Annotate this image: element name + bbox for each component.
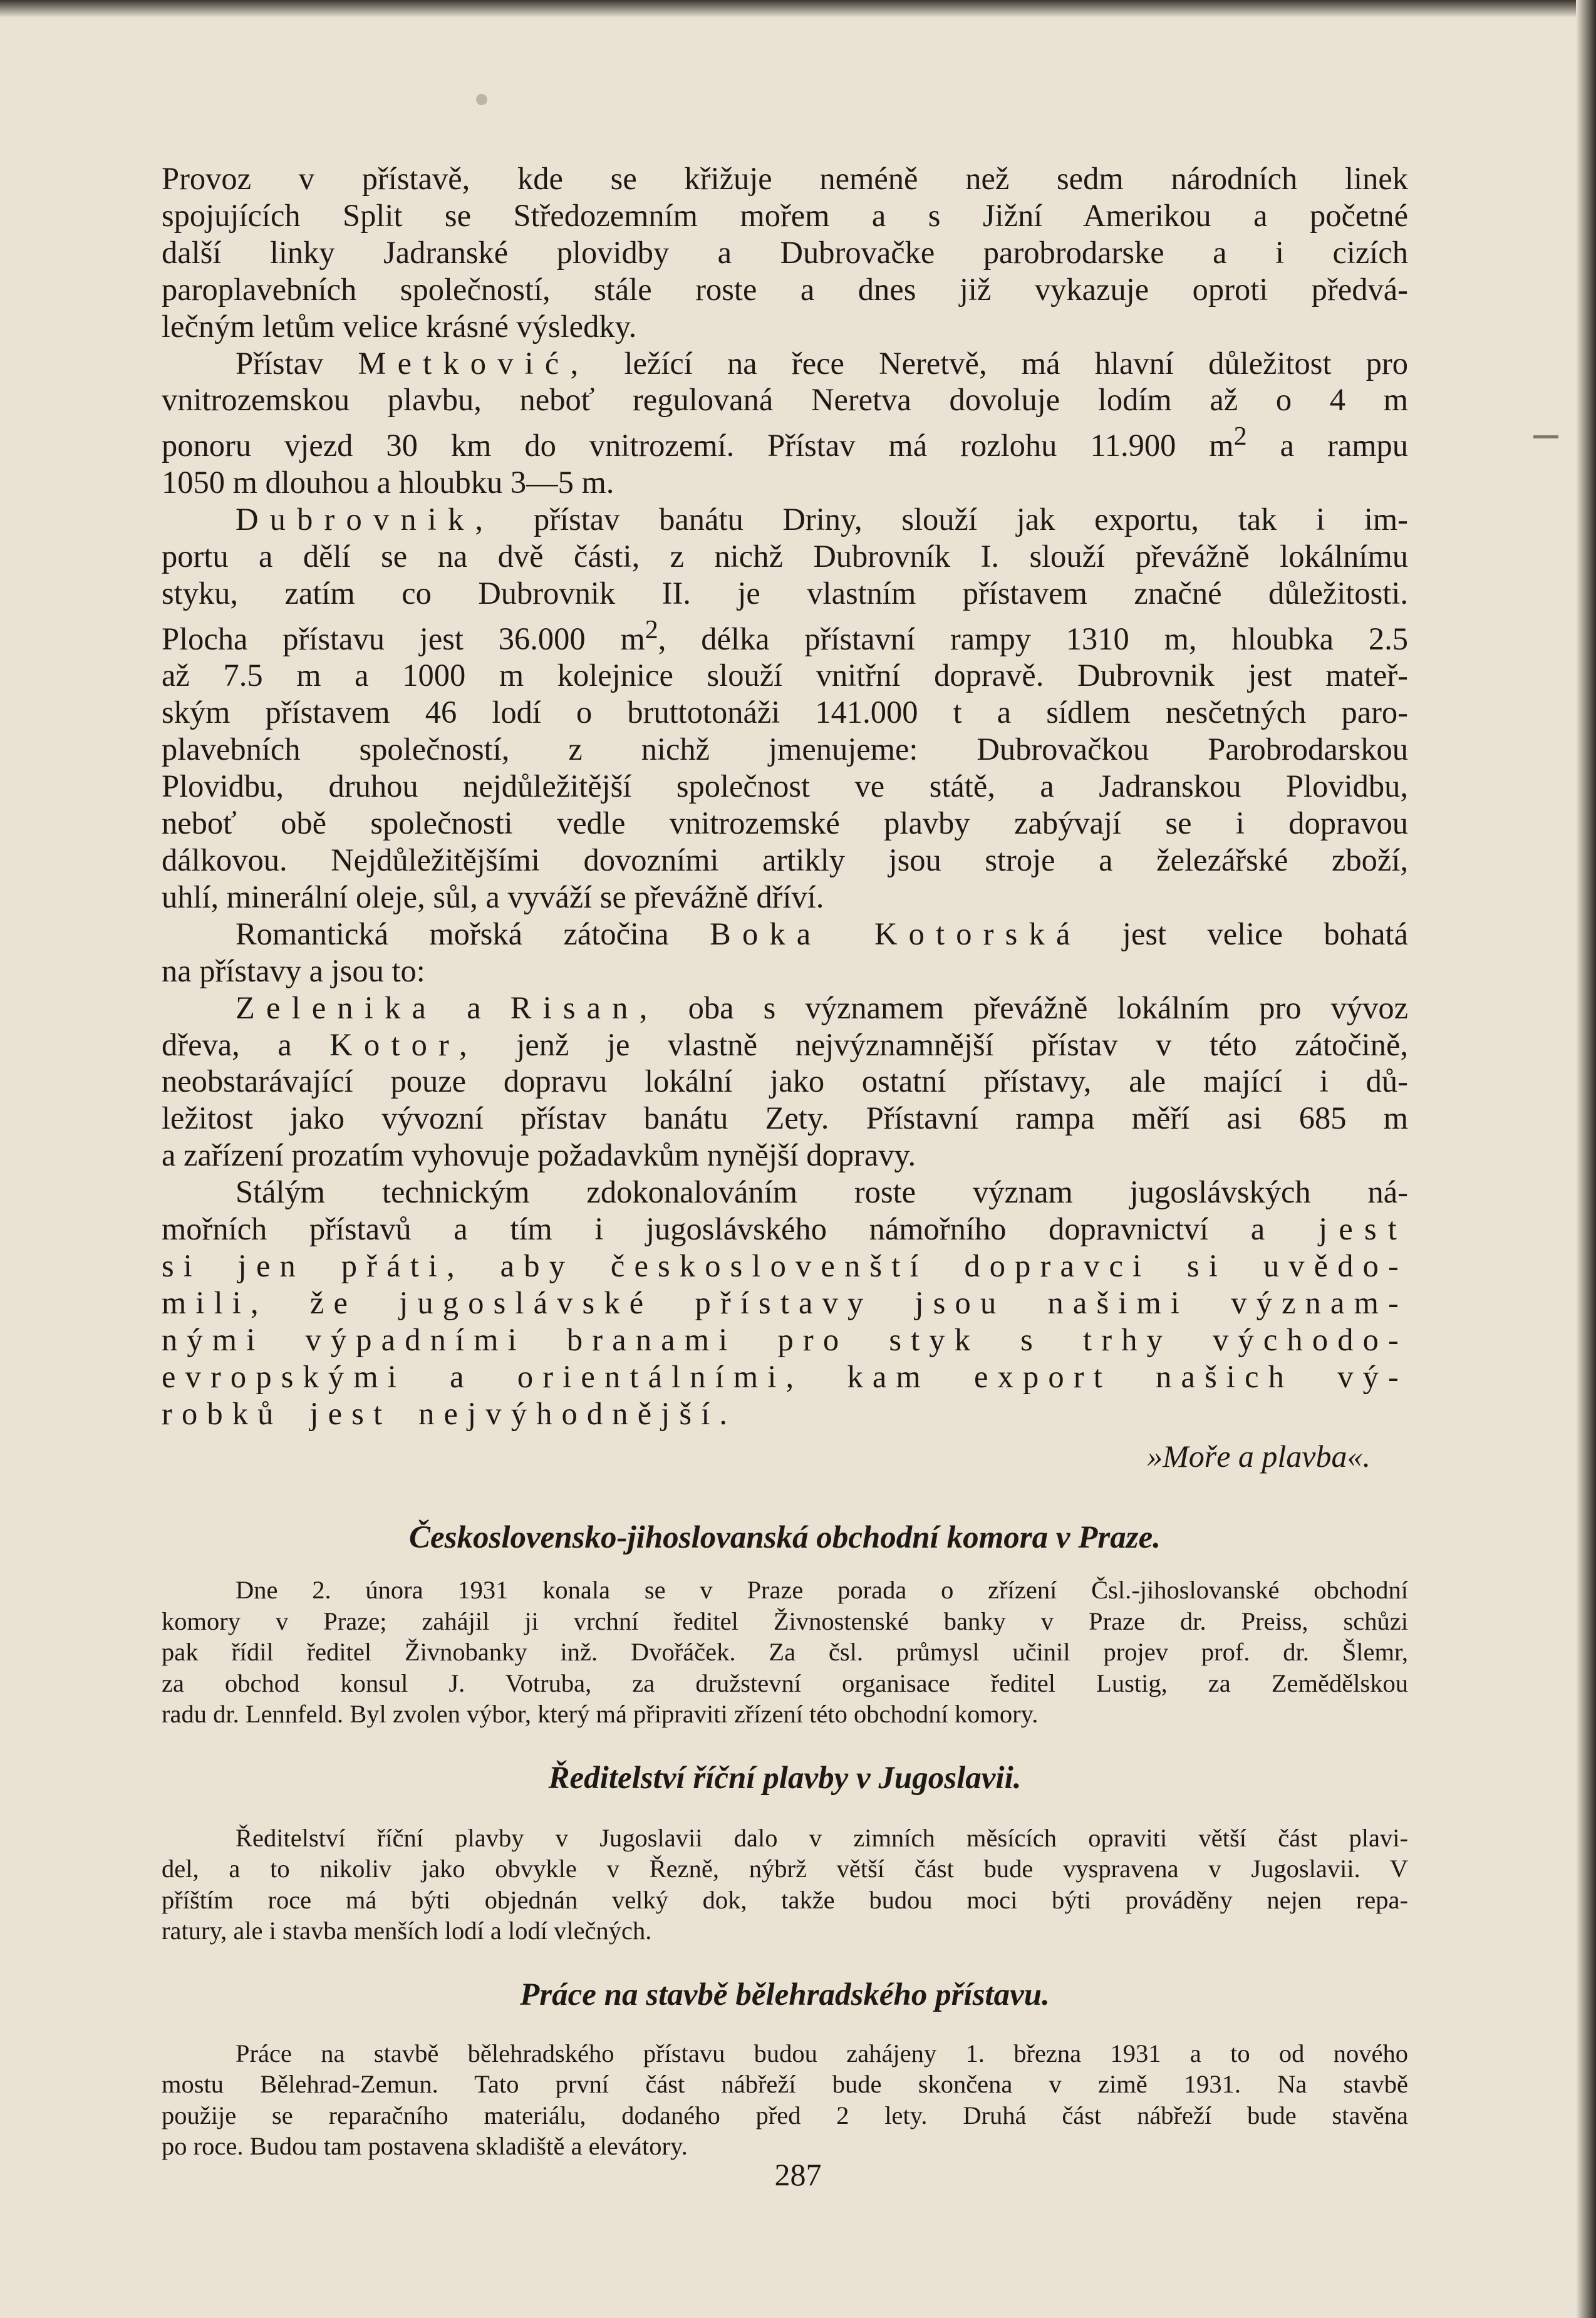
text-line: mořních přístavů a tím i jugoslávského námořního dopravnictví a jest — [162, 1211, 1409, 1247]
text-line: dřeva, a Kotor, jenž je vlastně nejvýznamnější přístav v této zátočině, — [162, 1027, 1409, 1062]
text-line: Dubrovnik, přístav banátu Driny, slouží jak exportu, tak i im- — [236, 501, 1408, 537]
section-paragraph — [162, 1575, 1408, 1730]
text-line: neobstarávající pouze dopravu lokální jako ostatní přístavy, ale mající i dů- — [162, 1063, 1408, 1099]
section-heading: Práce na stavbě bělehradského přístavu. — [520, 1977, 1050, 2012]
text-line: komory v Praze; zahájil ji vrchní ředitel Živnostenské banky v Praze dr. Preiss, schůzi — [162, 1607, 1408, 1635]
text-line: Ředitelství říční plavby v Jugoslavii dalo v zimních měsících opraviti větší část plavi- — [236, 1823, 1408, 1852]
text-line: neboť obě společnosti vedle vnitrozemské plavby zabývají se i dopravou — [162, 805, 1408, 841]
text-line: plavebních společností, z nichž jmenujeme: Dubrovačkou Parobrodarskou — [162, 732, 1408, 767]
section-heading: Československo-jihoslovanská obchodní komora v Praze. — [409, 1520, 1161, 1556]
text-line: robků jest nejvýhodnější. — [162, 1395, 737, 1431]
text-line: lečným letům velice krásné výsledky. — [162, 308, 637, 344]
text-line: del, a to nikoliv jako obvykle v Řezně, nýbrž větší část bude vyspravena v Jugoslavii. V — [162, 1855, 1408, 1883]
text-line: Plovidbu, druhou nejdůležitější společnost ve státě, a Jadranskou Plovidbu, — [162, 768, 1408, 804]
text-line: dálkovou. Nejdůležitějšími dovozními artikly jsou stroje a železářské zboží, — [162, 842, 1408, 877]
superscript: 2 — [645, 615, 658, 644]
text-line: ponoru vjezd 30 km do vnitrozemí. Přístav má rozlohu 11.900 $m^2$ a rampu — [162, 422, 1408, 463]
text-line: spojujících Split se Středozemním mořem a s Jižní Amerikou a početné — [162, 197, 1408, 233]
text-line: Plocha přístavu jest 36.000 $m^2$, délka přístavní rampy 1310 m, hloubka 2.5 — [162, 615, 1408, 656]
scan-right-edge — [1576, 0, 1596, 2318]
text-line: radu dr. Lennfeld. Byl zvolen výbor, který má připraviti zřízení této obchodní komory. — [162, 1700, 1039, 1729]
spaced-name-dubrovnik: Dubrovnik, — [236, 501, 495, 537]
scan-spot — [476, 94, 487, 105]
text-line: uhlí, minerální oleje, sůl, a vyváží se převážně dříví. — [162, 879, 824, 914]
source-credit: »Moře a plavba«. — [1147, 1439, 1371, 1474]
text-line: evropskými a orientálními, kam export našich vý- — [162, 1358, 1408, 1394]
text-line: vnitrozemskou plavbu, neboť regulovaná Neretva dovoluje lodím až o 4 m — [162, 382, 1408, 418]
text-line: si jen přáti, aby českoslovenští dopravci si uvědo- — [162, 1248, 1408, 1283]
spaced-name-kotor: Kotor, — [329, 1027, 479, 1062]
text-line: ratury, ale i stavba menších lodí a lodí vlečných. — [162, 1917, 652, 1945]
spaced-name-zelenika: Zelenika — [236, 990, 438, 1025]
scan-top-edge — [0, 0, 1596, 18]
text-line: Romantická mořská zátočina Boka Kotorská jest velice bohatá — [236, 916, 1409, 951]
text-line: použije se reparačního materiálu, dodaného před 2 lety. Druhá část nábřeží bude stavěna — [162, 2101, 1408, 2129]
text-line: paroplavebních společností, stále roste a dnes již vykazuje oproti předvá- — [162, 271, 1408, 307]
text-line: 1050 m dlouhou a hloubku 3—5 m. — [162, 465, 614, 500]
text-line: styku, zatím co Dubrovnik II. je vlastním přístavem značné důležitosti. — [162, 575, 1408, 611]
text-line: pak řídil ředitel Živnobanky inž. Dvořáček. Za čsl. průmysl učinil projev prof. dr. Šlemr, — [162, 1638, 1408, 1667]
text-line: mili, že jugoslávské přístavy jsou našimi význam- — [162, 1285, 1408, 1320]
scan-mark — [1533, 435, 1558, 438]
text-line: za obchod konsul J. Votruba, za družstevní organisace ředitel Lustig, za Zemědělskou — [162, 1669, 1408, 1697]
text-line: mostu Bělehrad-Zemun. Tato první část nábřeží bude skončena v zimě 1931. Na stavbě — [162, 2070, 1408, 2099]
text-line: Přístav Metković, ležící na řece Neretvě, má hlavní důležitost pro — [236, 345, 1408, 381]
page-number: 287 — [774, 2157, 822, 2192]
text-line: další linky Jadranské plovidby a Dubrovačke parobrodarske a i cizích — [162, 234, 1408, 270]
superscript: 2 — [1233, 422, 1247, 452]
text-line: Stálým technickým zdokonalováním roste význam jugoslávských ná- — [236, 1174, 1408, 1210]
spaced-emphasis: jest — [1265, 1211, 1409, 1247]
page-body — [162, 160, 1408, 2162]
section-paragraph — [162, 2038, 1408, 2162]
spaced-name-risan: Risan, — [510, 990, 659, 1025]
spaced-name-metkovic: Metković, — [358, 345, 590, 381]
text-line: po roce. Budou tam postavena skladiště a elevátory. — [162, 2132, 688, 2161]
text-line: příštím roce má býti objednán velký dok, takže budou moci býti prováděny nejen repa- — [162, 1885, 1408, 1914]
text-line: až 7.5 m a 1000 m kolejnice slouží vnitřní dopravě. Dubrovnik jest mateř- — [162, 658, 1408, 693]
text-line: na přístavy a jsou to: — [162, 953, 425, 988]
section-paragraph — [162, 1823, 1408, 1947]
text-line: Práce na stavbě bělehradského přístavu budou zahájeny 1. března 1931 a to od nového — [236, 2039, 1408, 2067]
text-line: portu a dělí se na dvě části, z nichž Dubrovník I. slouží převážně lokálnímu — [162, 538, 1408, 574]
text-line: ležitost jako vývozní přístav banátu Zety. Přístavní rampa měří asi 685 m — [162, 1100, 1408, 1136]
text-line: ským přístavem 46 lodí o bruttotonáži 141.000 t a sídlem nesčetných paro- — [162, 695, 1408, 730]
text-line: Zelenika a Risan, oba s významem převážně lokálním pro vývoz — [236, 990, 1408, 1025]
main-article — [162, 160, 1408, 1474]
text-line: Dne 2. února 1931 konala se v Praze porada o zřízení Čsl.-jihoslovanské obchodní — [236, 1576, 1408, 1605]
spaced-name-boka-kotorska: Boka Kotorská — [710, 916, 1082, 951]
text-line: Provoz v přístavě, kde se křižuje neméně než sedm národních linek — [162, 161, 1408, 196]
section-heading: Ředitelství říční plavby v Jugoslavii. — [548, 1760, 1022, 1796]
text-line: nými výpadními branami pro styk s trhy východo- — [162, 1322, 1408, 1357]
text-line: a zařízení prozatím vyhovuje požadavkům nynější dopravy. — [162, 1137, 916, 1173]
